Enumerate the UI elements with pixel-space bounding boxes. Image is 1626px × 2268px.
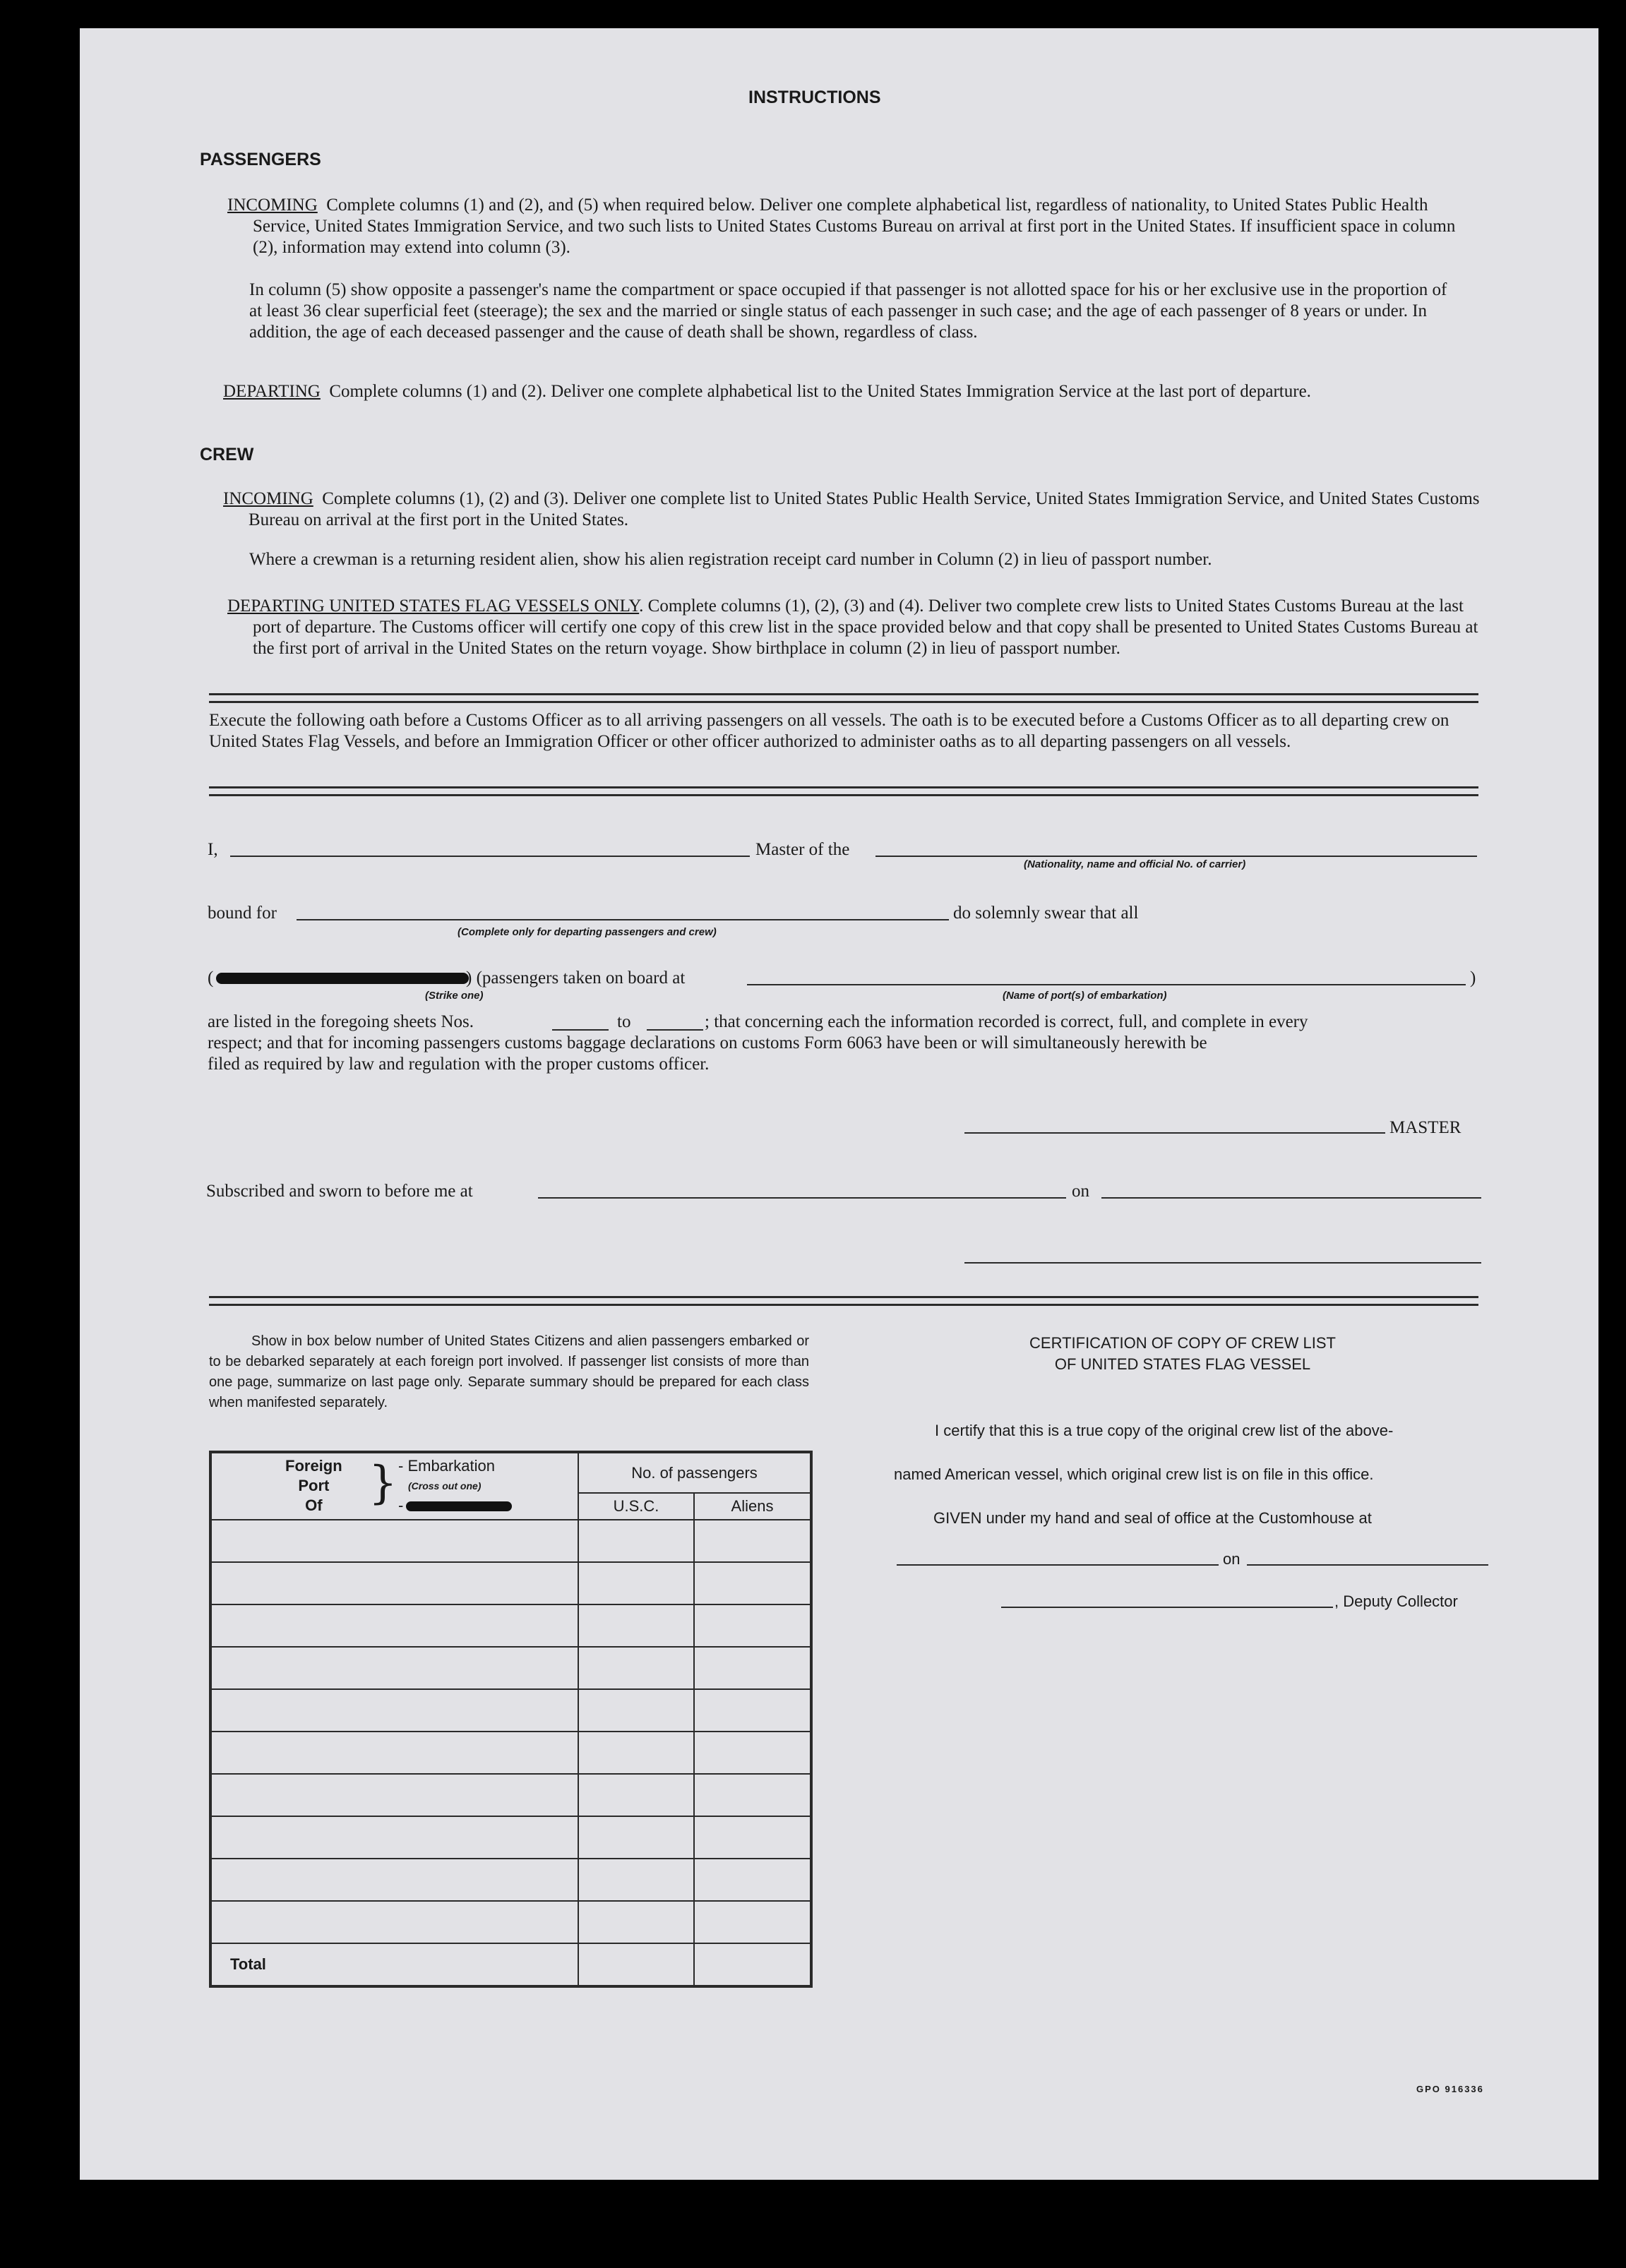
- listed-text-2: ; that concerning each the information recorded is correct, full, and complete in every: [705, 1012, 1308, 1031]
- usc-cell[interactable]: [578, 1774, 694, 1816]
- table-row: [210, 1816, 811, 1859]
- master-of-the-label: Master of the: [755, 840, 850, 859]
- listed-text-3: respect; and that for incoming passengers customs baggage declarations on customs Form 6063 have been or will simultaneously herewith be: [208, 1033, 1207, 1052]
- divider: [209, 1296, 1478, 1306]
- brace-icon: }: [369, 1457, 397, 1509]
- sheet-to-field[interactable]: [647, 1029, 703, 1031]
- oath-i-label: I,: [208, 840, 218, 859]
- aliens-cell[interactable]: [694, 1562, 811, 1604]
- aliens-cell[interactable]: [694, 1604, 811, 1647]
- aliens-cell[interactable]: [694, 1901, 811, 1943]
- usc-cell[interactable]: [578, 1689, 694, 1732]
- certification-title-line-1: CERTIFICATION OF COPY OF CREW LIST: [1029, 1334, 1336, 1352]
- table-row: [210, 1520, 811, 1562]
- listed-label: are listed in the foregoing sheets Nos.: [208, 1012, 474, 1031]
- aliens-cell[interactable]: [694, 1647, 811, 1689]
- aliens-cell[interactable]: [694, 1816, 811, 1859]
- passenger-summary-table: [209, 1451, 813, 1988]
- certification-date-field[interactable]: [1247, 1564, 1488, 1566]
- embarkation-label: - Embarkation: [398, 1457, 495, 1475]
- passengers-taken-label: ) (passengers taken on board at: [466, 968, 686, 988]
- divider: [209, 693, 1478, 703]
- passengers-departing-label: DEPARTING: [223, 382, 321, 401]
- debarkation-dash: -: [398, 1496, 404, 1514]
- port-cell[interactable]: [210, 1859, 578, 1901]
- usc-cell[interactable]: [578, 1604, 694, 1647]
- listed-text-4: filed as required by law and regulation with the proper customs officer.: [208, 1055, 710, 1074]
- bound-for-field[interactable]: [297, 919, 949, 920]
- table-row: [210, 1774, 811, 1816]
- aliens-cell[interactable]: [694, 1774, 811, 1816]
- usc-cell[interactable]: [578, 1859, 694, 1901]
- crew-departing-label: DEPARTING UNITED STATES FLAG VESSELS ONLY: [227, 596, 640, 616]
- crew-heading: CREW: [200, 445, 254, 464]
- subscribed-label: Subscribed and sworn to before me at: [206, 1182, 473, 1201]
- port-cell[interactable]: [210, 1689, 578, 1732]
- bound-for-note: (Complete only for departing passengers and crew): [458, 926, 717, 938]
- port-cell[interactable]: [210, 1562, 578, 1604]
- master-signature-field[interactable]: [964, 1132, 1385, 1134]
- passengers-column5-paragraph: In column (5) show opposite a passenger's name the compartment or space occupied if that passenger is not allotted space for his or her exclusive use in the proportion of at least 36 clear superficial feet (steerage); the sex and the married or single status of each passenger in such case; and the age of each passenger of 8 years or under. In addition, the age of each deceased passenger and the cause of death shall be shown, regardless of class.: [249, 280, 1447, 342]
- gpo-footer: GPO 916336: [1416, 2084, 1484, 2094]
- swear-label: do solemnly swear that all: [953, 904, 1139, 923]
- usc-total-cell[interactable]: [578, 1943, 694, 1986]
- aliens-cell[interactable]: [694, 1732, 811, 1774]
- total-row: [210, 1943, 811, 1986]
- foreign-label: Foreign: [285, 1457, 342, 1475]
- foreign-port-header: [210, 1452, 578, 1520]
- usc-cell[interactable]: [578, 1732, 694, 1774]
- page-title: INSTRUCTIONS: [748, 88, 881, 107]
- sworn-on-label: on: [1072, 1182, 1089, 1201]
- total-label: Total: [210, 1943, 578, 1986]
- crew-incoming-label: INCOMING: [223, 489, 313, 508]
- strike-note: (Strike one): [425, 990, 484, 1002]
- aliens-header: Aliens: [694, 1493, 811, 1520]
- certification-line-3: GIVEN under my hand and seal of office at the Customhouse at: [933, 1509, 1372, 1527]
- port-cell[interactable]: [210, 1647, 578, 1689]
- usc-cell[interactable]: [578, 1520, 694, 1562]
- passengers-incoming-label: INCOMING: [227, 196, 318, 215]
- aliens-total-cell[interactable]: [694, 1943, 811, 1986]
- passengers-heading: PASSENGERS: [200, 150, 321, 169]
- crew-departing-paragraph: [227, 596, 1480, 659]
- crew-departing-text: . Complete columns (1), (2), (3) and (4). Deliver two complete crew lists to United States Customs Bureau at the last port of departure. The Customs officer will certify one copy of this crew list in the space provided below and that copy shall be presented to United States Customs Bureau at the first port of arrival in the United States on the return voyage. Show birthplace in column (2) in lieu of passport number.: [253, 596, 1478, 658]
- table-row: [210, 1689, 811, 1732]
- close-paren: ): [1470, 968, 1476, 988]
- crew-incoming-text: Complete columns (1), (2) and (3). Deliver one complete list to United States Public Health Service, United States Immigration Service, and United States Customs Bureau on arrival at the first port in the United States.: [249, 489, 1480, 529]
- certification-on-label: on: [1223, 1550, 1241, 1568]
- port-cell[interactable]: [210, 1520, 578, 1562]
- table-row: [210, 1604, 811, 1647]
- port-cell[interactable]: [210, 1816, 578, 1859]
- aliens-cell[interactable]: [694, 1859, 811, 1901]
- passengers-incoming-text: Complete columns (1) and (2), and (5) when required below. Deliver one complete alphabetical list, regardless of nationality, to United States Public Health Service, United States Immigration Service, and two such lists to United States Customs Bureau on arrival at first port in the United States. If insufficient space in column (2), information may extend into column (3).: [253, 196, 1456, 257]
- usc-header: U.S.C.: [578, 1493, 694, 1520]
- open-paren: (: [208, 968, 214, 988]
- port-cell[interactable]: [210, 1901, 578, 1943]
- certification-line-1: I certify that this is a true copy of the original crew list of the above-: [935, 1422, 1394, 1439]
- table-row: [210, 1647, 811, 1689]
- master-name-field[interactable]: [230, 856, 750, 857]
- table-row: [210, 1732, 811, 1774]
- port-cell[interactable]: [210, 1774, 578, 1816]
- bound-for-label: bound for: [208, 904, 277, 923]
- table-row: [210, 1901, 811, 1943]
- no-of-passengers-header: No. of passengers: [578, 1452, 811, 1493]
- table-row: [210, 1562, 811, 1604]
- certification-title: [854, 1333, 1511, 1375]
- crew-resident-paragraph: Where a crewman is a returning resident alien, show his alien registration receipt card number in Column (2) in lieu of passport number.: [249, 550, 1212, 569]
- deputy-collector-label: , Deputy Collector: [1334, 1592, 1458, 1610]
- of-label: Of: [305, 1496, 323, 1514]
- usc-cell[interactable]: [578, 1816, 694, 1859]
- table-row: [210, 1859, 811, 1901]
- sworn-date-field[interactable]: [1101, 1197, 1481, 1199]
- officer-signature-field[interactable]: [964, 1262, 1481, 1264]
- cross-out-note: (Cross out one): [408, 1480, 482, 1492]
- listed-to-label: to: [617, 1012, 631, 1031]
- crew-incoming-paragraph: [223, 488, 1480, 531]
- port-cell[interactable]: [210, 1604, 578, 1647]
- master-label: MASTER: [1389, 1118, 1461, 1137]
- sheet-from-field[interactable]: [552, 1029, 609, 1031]
- divider: [209, 786, 1478, 796]
- certification-line-2: named American vessel, which original crew list is on file in this office.: [894, 1465, 1374, 1483]
- port-cell[interactable]: [210, 1732, 578, 1774]
- deputy-signature-field[interactable]: [1001, 1607, 1333, 1608]
- passengers-incoming-paragraph: [227, 195, 1480, 258]
- usc-cell[interactable]: [578, 1901, 694, 1943]
- summary-instructions: Show in box below number of United States Citizens and alien passengers embarked or to be debarked separately at each foreign port involved. If passenger list consists of more than one page, summarize on last page only. Separate summary should be prepared for each class when manifested separately.: [209, 1333, 809, 1410]
- usc-cell[interactable]: [578, 1647, 694, 1689]
- passengers-departing-text: Complete columns (1) and (2). Deliver one complete alphabetical list to the United States Immigration Service at the last port of departure.: [329, 382, 1311, 401]
- strike-out-mark: [216, 973, 469, 984]
- customhouse-field[interactable]: [897, 1564, 1219, 1566]
- oath-intro: Execute the following oath before a Customs Officer as to all arriving passengers on all vessels. The oath is to be executed before a Customs Officer as to all departing crew on United States Flag Vessels, and before an Immigration Officer or other officer authorized to administer oaths as to all departing passengers on all vessels.: [209, 711, 1449, 751]
- passengers-departing-paragraph: [223, 381, 1480, 402]
- aliens-cell[interactable]: [694, 1520, 811, 1562]
- sworn-location-field[interactable]: [538, 1197, 1066, 1199]
- strike-out-mark: [406, 1501, 512, 1511]
- port-label: Port: [298, 1477, 330, 1494]
- aliens-cell[interactable]: [694, 1689, 811, 1732]
- port-note: (Name of port(s) of embarkation): [1003, 990, 1167, 1002]
- usc-cell[interactable]: [578, 1562, 694, 1604]
- certification-title-line-2: OF UNITED STATES FLAG VESSEL: [1054, 1355, 1311, 1373]
- embarkation-port-field[interactable]: [747, 984, 1466, 985]
- carrier-field[interactable]: [875, 856, 1477, 857]
- carrier-note: (Nationality, name and official No. of carrier): [1024, 858, 1246, 870]
